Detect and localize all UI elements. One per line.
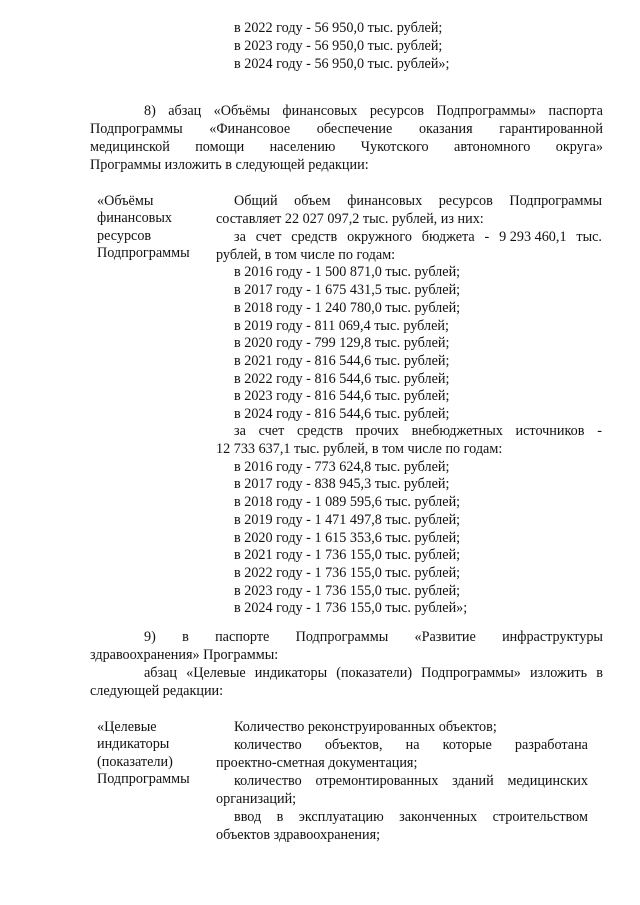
word: оказания bbox=[418, 121, 473, 137]
okrug-year-2024: в 2024 году - 816 544,6 тыс. рублей; bbox=[234, 406, 450, 422]
word: обеспечение bbox=[316, 121, 393, 137]
word: эксплуатацию bbox=[298, 809, 384, 825]
word: - bbox=[484, 229, 490, 245]
word: паспорта bbox=[548, 103, 603, 119]
item9-line4: следующей редакции: bbox=[90, 683, 224, 699]
word: абзац bbox=[144, 665, 178, 681]
word: объектов, bbox=[324, 737, 383, 753]
word: средств bbox=[297, 423, 343, 439]
table1-okrug-line2: рублей, в том числе по годам: bbox=[216, 247, 396, 263]
item9-line2: здравоохранения» Программы: bbox=[90, 647, 279, 663]
word: Чукотского bbox=[360, 139, 429, 155]
word: гарантированной bbox=[499, 121, 603, 137]
word: количество bbox=[234, 773, 302, 789]
table2-r4-line1 bbox=[234, 809, 588, 826]
okrug-year-2021: в 2021 году - 816 544,6 тыс. рублей; bbox=[234, 353, 450, 369]
word: в bbox=[276, 809, 284, 825]
word: окружного bbox=[347, 229, 412, 245]
item9-line3 bbox=[144, 665, 603, 682]
extra-year-2020: в 2020 году - 1 615 353,6 тыс. рублей; bbox=[234, 530, 461, 546]
label-line: (показатели) bbox=[97, 753, 173, 770]
table1-extra-line2: 12 733 637,1 тыс. рублей, в том числе по годам: bbox=[216, 441, 503, 457]
word: счет bbox=[258, 423, 285, 439]
extra-year-2021: в 2021 году - 1 736 155,0 тыс. рублей; bbox=[234, 547, 461, 563]
top-list-item-2024: в 2024 году - 56 950,0 тыс. рублей»; bbox=[234, 56, 450, 72]
word: в bbox=[596, 665, 603, 681]
word: индикаторы bbox=[254, 665, 328, 681]
word: инфраструктуры bbox=[502, 629, 603, 645]
word: 9 293 460,1 bbox=[499, 229, 567, 245]
word: на bbox=[405, 737, 420, 753]
word: «Объёмы bbox=[213, 103, 271, 119]
item8-line2 bbox=[90, 121, 603, 138]
okrug-year-2019: в 2019 году - 811 069,4 тыс. рублей; bbox=[234, 318, 449, 334]
item8-line3 bbox=[90, 139, 603, 156]
word: законченных bbox=[399, 809, 478, 825]
word: прочих bbox=[355, 423, 399, 439]
word: Подпрограммы» bbox=[421, 665, 521, 681]
okrug-year-2017: в 2017 году - 1 675 431,5 тыс. рублей; bbox=[234, 282, 461, 298]
item9-line1 bbox=[144, 629, 603, 646]
extra-year-2024: в 2024 году - 1 736 155,0 тыс. рублей»; bbox=[234, 600, 468, 616]
word: за bbox=[234, 229, 246, 245]
word: средств bbox=[291, 229, 338, 245]
table2-r2-line1 bbox=[234, 737, 588, 754]
word: внебюджетных bbox=[411, 423, 503, 439]
word: счет bbox=[255, 229, 282, 245]
word: паспорте bbox=[215, 629, 270, 645]
word: абзац bbox=[168, 103, 202, 119]
label-line: ресурсов bbox=[97, 227, 152, 244]
table2-r3-line1 bbox=[234, 773, 588, 790]
okrug-year-2018: в 2018 году - 1 240 780,0 тыс. рублей; bbox=[234, 300, 461, 316]
item8-line1 bbox=[144, 103, 603, 120]
word: 9) bbox=[144, 629, 156, 645]
word: - bbox=[597, 423, 602, 439]
word: финансовых bbox=[347, 193, 423, 209]
word: Подпрограммы bbox=[295, 629, 389, 645]
okrug-year-2023: в 2023 году - 816 544,6 тыс. рублей; bbox=[234, 388, 450, 404]
extra-year-2019: в 2019 году - 1 471 497,8 тыс. рублей; bbox=[234, 512, 461, 528]
table2-label bbox=[97, 719, 207, 789]
word: разработана bbox=[514, 737, 588, 753]
word: за bbox=[234, 423, 246, 439]
table2-r4-line2: объектов здравоохранения; bbox=[216, 827, 381, 843]
word: медицинских bbox=[507, 773, 588, 789]
word: в bbox=[182, 629, 189, 645]
word: «Целевые bbox=[186, 665, 246, 681]
word: медицинской bbox=[90, 139, 170, 155]
extra-year-2016: в 2016 году - 773 624,8 тыс. рублей; bbox=[234, 459, 450, 475]
word: Подпрограммы» bbox=[436, 103, 537, 119]
word: населению bbox=[269, 139, 336, 155]
label-line: Подпрограммы bbox=[97, 771, 190, 788]
table2-r1: Количество реконструированных объектов; bbox=[234, 719, 497, 735]
word: Общий bbox=[234, 193, 278, 209]
word: ресурсов bbox=[369, 103, 424, 119]
item8-line4: Программы изложить в следующей редакции: bbox=[90, 157, 369, 173]
okrug-year-2020: в 2020 году - 799 129,8 тыс. рублей; bbox=[234, 335, 450, 351]
okrug-year-2022: в 2022 году - 816 544,6 тыс. рублей; bbox=[234, 371, 450, 387]
extra-year-2022: в 2022 году - 1 736 155,0 тыс. рублей; bbox=[234, 565, 461, 581]
word: зданий bbox=[452, 773, 494, 789]
word: строительством bbox=[492, 809, 588, 825]
word: изложить bbox=[530, 665, 588, 681]
label-line: «Объёмы bbox=[97, 193, 154, 209]
label-line: «Целевые bbox=[97, 719, 157, 735]
word: Подпрограммы bbox=[90, 121, 183, 137]
extra-year-2017: в 2017 году - 838 945,3 тыс. рублей; bbox=[234, 476, 450, 492]
label-line: финансовых bbox=[97, 210, 172, 227]
label-line: Подпрограммы bbox=[97, 245, 190, 262]
word: ресурсов bbox=[438, 193, 493, 209]
word: Подпрограммы bbox=[509, 193, 602, 209]
table1-okrug-line1 bbox=[234, 229, 602, 246]
table1-total-line2: составляет 22 027 097,2 тыс. рублей, из них: bbox=[216, 211, 484, 227]
table1-total-line1 bbox=[234, 193, 602, 210]
label-line: индикаторы bbox=[97, 736, 170, 753]
extra-year-2018: в 2018 году - 1 089 595,6 тыс. рублей; bbox=[234, 494, 461, 510]
word: которые bbox=[442, 737, 492, 753]
word: помощи bbox=[195, 139, 245, 155]
word: источников bbox=[515, 423, 585, 439]
word: финансовых bbox=[282, 103, 358, 119]
word: тыс. bbox=[576, 229, 602, 245]
extra-year-2023: в 2023 году - 1 736 155,0 тыс. рублей; bbox=[234, 583, 461, 599]
word: «Финансовое bbox=[209, 121, 291, 137]
word: округа» bbox=[555, 139, 603, 155]
word: (показатели) bbox=[336, 665, 413, 681]
top-list-item-2022: в 2022 году - 56 950,0 тыс. рублей; bbox=[234, 20, 443, 36]
table2-r3-line2: организаций; bbox=[216, 791, 297, 807]
word: автономного bbox=[454, 139, 531, 155]
word: бюджета bbox=[421, 229, 475, 245]
table2-r2-line2: проектно-сметная документация; bbox=[216, 755, 418, 771]
okrug-year-2016: в 2016 году - 1 500 871,0 тыс. рублей; bbox=[234, 264, 461, 280]
word: «Развитие bbox=[414, 629, 476, 645]
word: объем bbox=[294, 193, 331, 209]
table1-extra-line1 bbox=[234, 423, 602, 440]
word: ввод bbox=[234, 809, 262, 825]
top-list-item-2023: в 2023 году - 56 950,0 тыс. рублей; bbox=[234, 38, 443, 54]
word: количество bbox=[234, 737, 302, 753]
word: отремонтированных bbox=[315, 773, 439, 789]
table1-label bbox=[97, 193, 207, 263]
word: 8) bbox=[144, 103, 156, 119]
